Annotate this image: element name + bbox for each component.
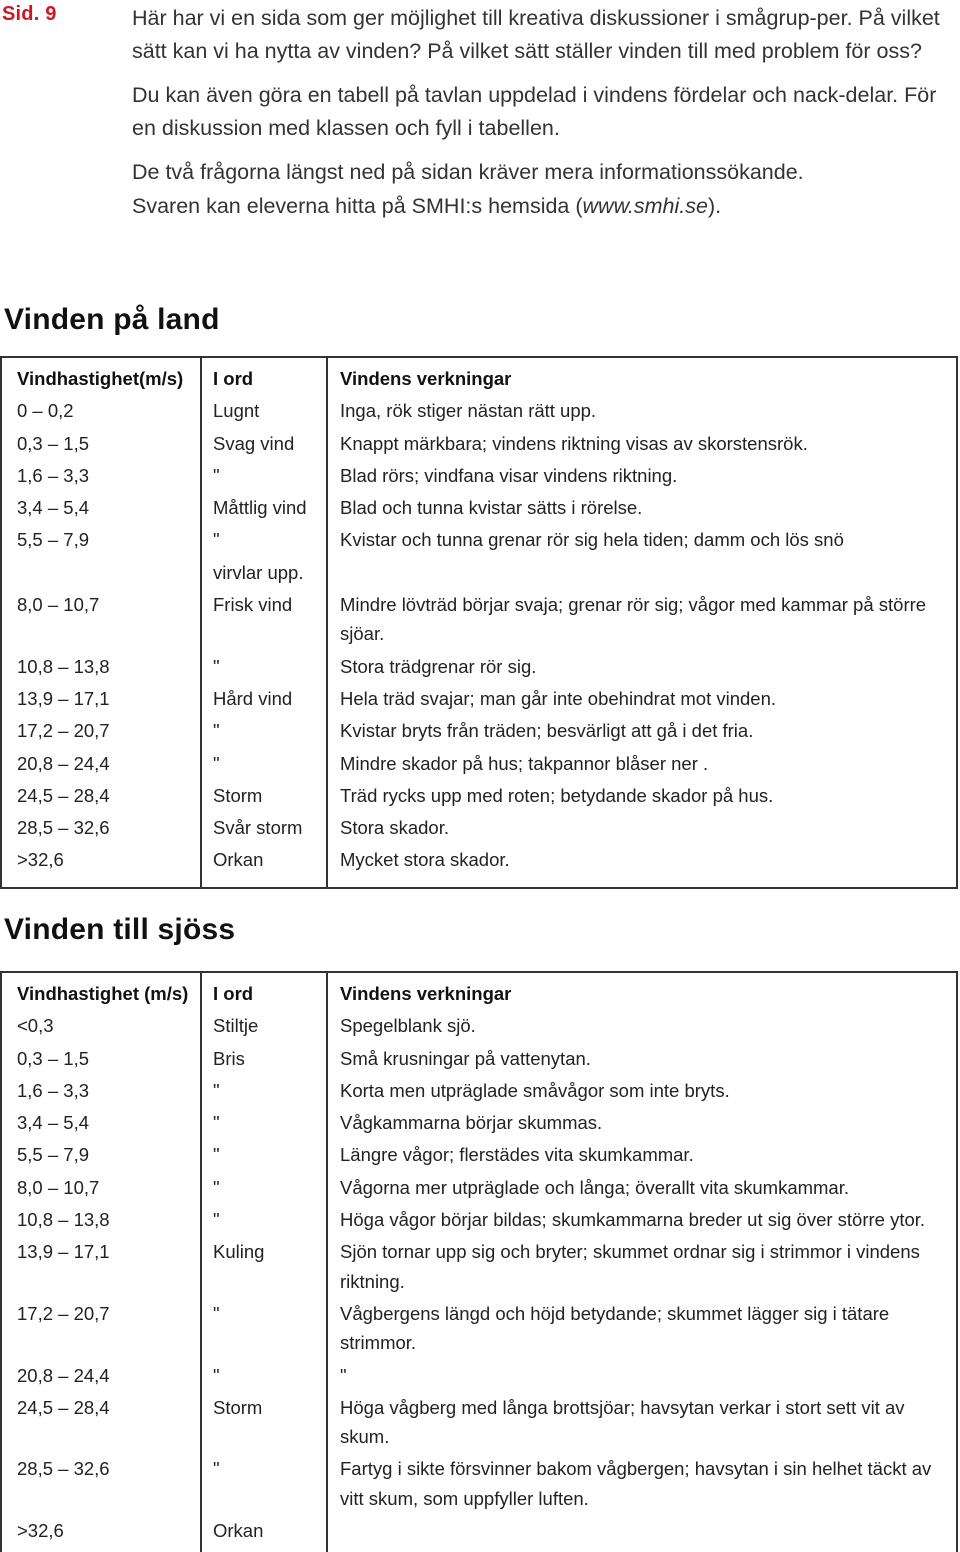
in-words-cell: " — [201, 1296, 327, 1358]
table-row — [1, 713, 957, 745]
in-words-cell: Storm — [201, 1390, 327, 1452]
effects-cell: Vågbergens längd och höjd betydande; skummet lägger sig i tätare strimmor. — [340, 1302, 890, 1354]
in-words-cell: " — [201, 746, 327, 778]
wind-speed-cell: <0,3 — [1, 1008, 201, 1040]
in-words-cell: " — [201, 522, 327, 554]
in-words-cell: " — [201, 713, 327, 745]
effects-cell: Blad rörs; vindfana visar vindens riktning. — [340, 464, 678, 486]
table-row — [1, 810, 957, 842]
table-row — [1, 1234, 957, 1296]
table-row — [1, 778, 957, 810]
effects-cell: Höga vågberg med långa brottsjöar; havsytan verkar i stort sett vit av skum. — [340, 1396, 905, 1448]
table-row — [1, 1513, 957, 1552]
header-effects: Vindens verkningar — [340, 368, 512, 389]
wind-speed-cell: 17,2 – 20,7 — [1, 1296, 201, 1358]
header-in-words: I ord — [201, 357, 327, 393]
wind-speed-cell: 28,5 – 32,6 — [1, 810, 201, 842]
header-in-words: I ord — [201, 972, 327, 1008]
in-words-cell: " — [201, 1451, 327, 1513]
wind-speed-cell: 24,5 – 28,4 — [1, 1390, 201, 1452]
table-row — [1, 842, 957, 887]
table-row — [1, 587, 957, 649]
table-row — [1, 426, 957, 458]
wind-speed-cell: 1,6 – 3,3 — [1, 458, 201, 490]
header-wind-speed: Vindhastighet (m/s) — [1, 972, 201, 1008]
effects-cell: Knappt märkbara; vindens riktning visas av skorstensrök. — [340, 432, 808, 454]
wind-speed-cell: >32,6 — [1, 1513, 201, 1552]
table-row — [1, 393, 957, 425]
in-words-cell: Storm — [201, 778, 327, 810]
effects-cell: Inga, rök stiger nästan rätt upp. — [340, 400, 597, 422]
wind-speed-cell: 5,5 – 7,9 — [1, 522, 201, 554]
table-body-land — [1, 393, 957, 887]
effects-cell: Träd rycks upp med roten; betydande skador på hus. — [340, 784, 774, 806]
wind-table-land — [0, 356, 958, 889]
in-words-cell: Lugnt — [201, 393, 327, 425]
table-row — [1, 746, 957, 778]
wind-speed-cell: 8,0 – 10,7 — [1, 587, 201, 649]
effects-cell: Längre vågor; flerstädes vita skumkammar. — [340, 1144, 694, 1166]
in-words-cell: " — [201, 1170, 327, 1202]
in-words-cell: Måttlig vind — [201, 490, 327, 522]
section-title-land: Vinden på land — [4, 303, 220, 336]
table-row — [1, 1202, 957, 1234]
effects-cell: Korta men utpräglade småvågor som inte bryts. — [340, 1079, 730, 1101]
effects-cell: " — [340, 1364, 347, 1386]
effects-cell: Mycket stora skador. — [340, 849, 510, 871]
wind-speed-cell: 3,4 – 5,4 — [1, 490, 201, 522]
table-row — [1, 555, 957, 587]
table-row — [1, 681, 957, 713]
intro-text — [132, 2, 942, 235]
effects-cell — [327, 1513, 957, 1552]
table-row — [1, 1073, 957, 1105]
intro-paragraph-3: De två frågorna längst ned på sidan kräver mera informationssökande. — [132, 160, 804, 184]
effects-cell: Spegelblank sjö. — [340, 1015, 476, 1037]
in-words-cell: Stiltje — [201, 1008, 327, 1040]
effects-cell: Blad och tunna kvistar sätts i rörelse. — [340, 497, 643, 519]
in-words-cell: Svag vind — [201, 426, 327, 458]
section-title-sea: Vinden till sjöss — [4, 913, 236, 946]
effects-cell: Vågorna mer utpräglade och långa; överallt vita skumkammar. — [340, 1176, 850, 1198]
wind-speed-cell — [1, 555, 201, 587]
table-row — [1, 1105, 957, 1137]
wind-speed-cell: 3,4 – 5,4 — [1, 1105, 201, 1137]
wind-speed-cell: 24,5 – 28,4 — [1, 778, 201, 810]
in-words-cell: Frisk vind — [201, 587, 327, 649]
intro-paragraph-2: Du kan även göra en tabell på tavlan uppdelad i vindens fördelar och nack-delar. För en diskussion med klassen och fyll i tabellen. — [132, 83, 937, 140]
in-words-cell: Orkan — [201, 1513, 327, 1552]
effects-cell: Mindre lövträd börjar svaja; grenar rör sig; vågor med kammar på större sjöar. — [340, 594, 927, 645]
intro-paragraph-1: Här har vi en sida som ger möjlighet till kreativa diskussioner i smågrup-per. På vilket sätt kan vi ha nytta av vinden? På vilket sätt ställer vinden till med problem för oss? — [132, 6, 940, 63]
table-row — [1, 1390, 957, 1452]
wind-speed-cell: 13,9 – 17,1 — [1, 681, 201, 713]
table-row — [1, 1451, 957, 1513]
in-words-cell: virvlar upp. — [201, 555, 327, 587]
table-row — [1, 1358, 957, 1390]
table-row — [1, 1008, 957, 1040]
effects-cell: Vågkammarna börjar skummas. — [340, 1112, 603, 1134]
effects-cell: Kvistar och tunna grenar rör sig hela tiden; damm och lös snö — [340, 529, 844, 551]
in-words-cell: " — [201, 1137, 327, 1169]
effects-cell — [327, 555, 957, 587]
intro-p4-end: ). — [707, 193, 722, 218]
effects-cell: Stora skador. — [340, 817, 450, 839]
header-wind-speed: Vindhastighet(m/s) — [1, 357, 201, 393]
in-words-cell: " — [201, 458, 327, 490]
wind-speed-cell: 28,5 – 32,6 — [1, 1451, 201, 1513]
table-row — [1, 458, 957, 490]
wind-speed-cell: 20,8 – 24,4 — [1, 1358, 201, 1390]
table-body-sea — [1, 1008, 957, 1552]
table-row — [1, 1137, 957, 1169]
table-row — [1, 1041, 957, 1073]
in-words-cell: Svår storm — [201, 810, 327, 842]
effects-cell: Sjön tornar upp sig och bryter; skummet ordnar sig i strimmor i vindens riktning. — [340, 1241, 920, 1292]
in-words-cell: Orkan — [201, 842, 327, 887]
page-label: Sid. 9 — [2, 3, 57, 25]
effects-cell: Kvistar bryts från träden; besvärligt att gå i det fria. — [340, 720, 754, 742]
in-words-cell: Bris — [201, 1041, 327, 1073]
wind-speed-cell: 0,3 – 1,5 — [1, 426, 201, 458]
effects-cell: Hela träd svajar; man går inte obehindrat mot vinden. — [340, 687, 777, 709]
table-row — [1, 490, 957, 522]
wind-speed-cell: >32,6 — [1, 842, 201, 887]
wind-speed-cell: 1,6 – 3,3 — [1, 1073, 201, 1105]
effects-cell: Mindre skador på hus; takpannor blåser ner . — [340, 752, 709, 774]
in-words-cell: " — [201, 1073, 327, 1105]
smhi-link[interactable]: www.smhi.se — [582, 193, 708, 218]
effects-cell: Stora trädgrenar rör sig. — [340, 655, 537, 677]
wind-speed-cell: 0,3 – 1,5 — [1, 1041, 201, 1073]
in-words-cell: Hård vind — [201, 681, 327, 713]
in-words-cell: " — [201, 1358, 327, 1390]
table-row — [1, 1170, 957, 1202]
in-words-cell: " — [201, 649, 327, 681]
wind-speed-cell: 5,5 – 7,9 — [1, 1137, 201, 1169]
intro-paragraph-4 — [132, 189, 942, 224]
wind-speed-cell: 20,8 – 24,4 — [1, 746, 201, 778]
in-words-cell: Kuling — [201, 1234, 327, 1296]
header-effects: Vindens verkningar — [340, 983, 512, 1004]
wind-table-sea — [0, 971, 958, 1552]
intro-p4-text: Svaren kan eleverna hitta på SMHI:s hemsida ( — [132, 193, 583, 218]
wind-speed-cell: 13,9 – 17,1 — [1, 1234, 201, 1296]
in-words-cell: " — [201, 1105, 327, 1137]
effects-cell: Små krusningar på vattenytan. — [340, 1047, 591, 1069]
table-row — [1, 649, 957, 681]
table-header-row — [1, 357, 957, 393]
wind-speed-cell: 10,8 – 13,8 — [1, 1202, 201, 1234]
wind-speed-cell: 0 – 0,2 — [1, 393, 201, 425]
table-header-row — [1, 972, 957, 1008]
table-row — [1, 522, 957, 554]
wind-speed-cell: 8,0 – 10,7 — [1, 1170, 201, 1202]
in-words-cell: " — [201, 1202, 327, 1234]
wind-speed-cell: 10,8 – 13,8 — [1, 649, 201, 681]
effects-cell: Fartyg i sikte försvinner bakom vågbergen; havsytan i sin helhet täckt av vitt skum, som uppfyller luften. — [340, 1458, 932, 1509]
wind-speed-cell: 17,2 – 20,7 — [1, 713, 201, 745]
effects-cell: Höga vågor börjar bildas; skumkammarna breder ut sig över större ytor. — [340, 1209, 926, 1231]
table-row — [1, 1296, 957, 1358]
